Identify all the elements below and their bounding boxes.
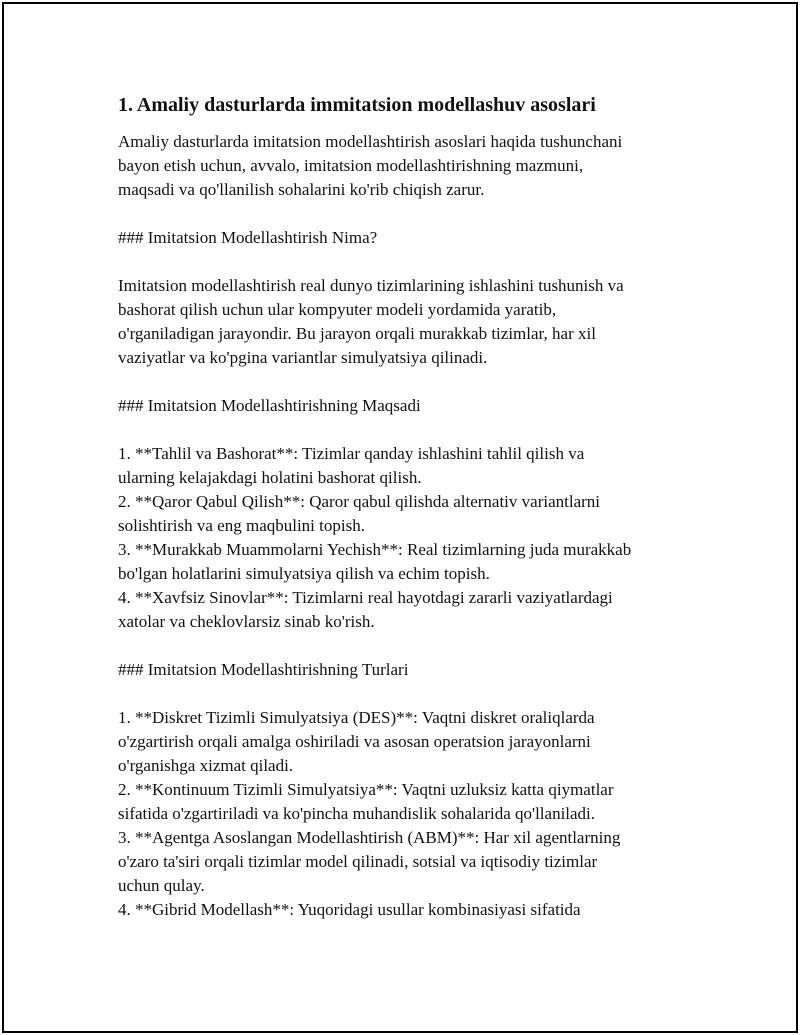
list-item-line: xatolar va cheklovlarsiz sinab ko'rish. — [118, 612, 375, 631]
list-item-line: o'rganishga xizmat qiladi. — [118, 756, 294, 775]
section-heading-types: ### Imitatsion Modellashtirishning Turlari — [118, 660, 409, 679]
paragraph-line: o'rganiladigan jarayondir. Bu jarayon orqali murakkab tizimlar, har xil — [118, 324, 596, 343]
section-heading-goals: ### Imitatsion Modellashtirishning Maqsadi — [118, 396, 421, 415]
document-title: 1. Amaliy dasturlarda immitatsion modellashuv asoslari — [118, 94, 596, 116]
spacer — [118, 370, 698, 394]
list-item-line: 2. **Kontinuum Tizimli Simulyatsiya**: Vaqtni uzluksiz katta qiymatlar — [118, 780, 614, 799]
section-heading-definition: ### Imitatsion Modellashtirish Nima? — [118, 228, 378, 247]
list-item-line: 2. **Qaror Qabul Qilish**: Qaror qabul qilishda alternativ variantlarni — [118, 492, 601, 511]
list-item-line: solishtirish va eng maqbulini topish. — [118, 516, 365, 535]
list-item-line: o'zgartirish orqali amalga oshiriladi va asosan operatsion jarayonlarni — [118, 732, 591, 751]
paragraph-line: bashorat qilish uchun ular kompyuter modeli yordamida yaratib, — [118, 300, 557, 319]
list-item-line: uchun qulay. — [118, 876, 205, 895]
paragraph-line: Amaliy dasturlarda imitatsion modellashtirish asoslari haqida tushunchani — [118, 132, 623, 151]
list-item-line: 1. **Diskret Tizimli Simulyatsiya (DES)**: Vaqtni diskret oraliqlarda — [118, 708, 595, 727]
spacer — [118, 682, 698, 706]
paragraph-line: vaziyatlar va ko'pgina variantlar simulyatsiya qilinadi. — [118, 348, 488, 367]
paragraph-line: bayon etish uchun, avvalo, imitatsion modellashtirishning mazmuni, — [118, 156, 584, 175]
spacer — [118, 634, 698, 658]
list-item-line: o'zaro ta'siri orqali tizimlar model qilinadi, sotsial va iqtisodiy tizimlar — [118, 852, 598, 871]
list-item-line: 3. **Murakkab Muammolarni Yechish**: Real tizimlarning juda murakkab — [118, 540, 632, 559]
list-item-line: 4. **Xavfsiz Sinovlar**: Tizimlarni real hayotdagi zararli vaziyatlardagi — [118, 588, 613, 607]
document-body — [118, 92, 698, 922]
intro-paragraph — [118, 130, 698, 202]
spacer — [118, 418, 698, 442]
spacer — [118, 202, 698, 226]
list-item-line: 3. **Agentga Asoslangan Modellashtirish (ABM)**: Har xil agentlarning — [118, 828, 621, 847]
goals-list — [118, 442, 698, 634]
spacer — [118, 250, 698, 274]
list-item-line: bo'lgan holatlarini simulyatsiya qilish va echim topish. — [118, 564, 490, 583]
list-item-line: sifatida o'zgartiriladi va ko'pincha muhandislik sohalarida qo'llaniladi. — [118, 804, 596, 823]
list-item-line: 1. **Tahlil va Bashorat**: Tizimlar qanday ishlashini tahlil qilish va — [118, 444, 585, 463]
types-list — [118, 706, 698, 922]
definition-paragraph — [118, 274, 698, 370]
list-item-line: 4. **Gibrid Modellash**: Yuqoridagi usullar kombinasiyasi sifatida — [118, 900, 581, 919]
paragraph-line: Imitatsion modellashtirish real dunyo tizimlarining ishlashini tushunish va — [118, 276, 624, 295]
paragraph-line: maqsadi va qo'llanilish sohalarini ko'rib chiqish zarur. — [118, 180, 485, 199]
list-item-line: ularning kelajakdagi holatini bashorat qilish. — [118, 468, 422, 487]
